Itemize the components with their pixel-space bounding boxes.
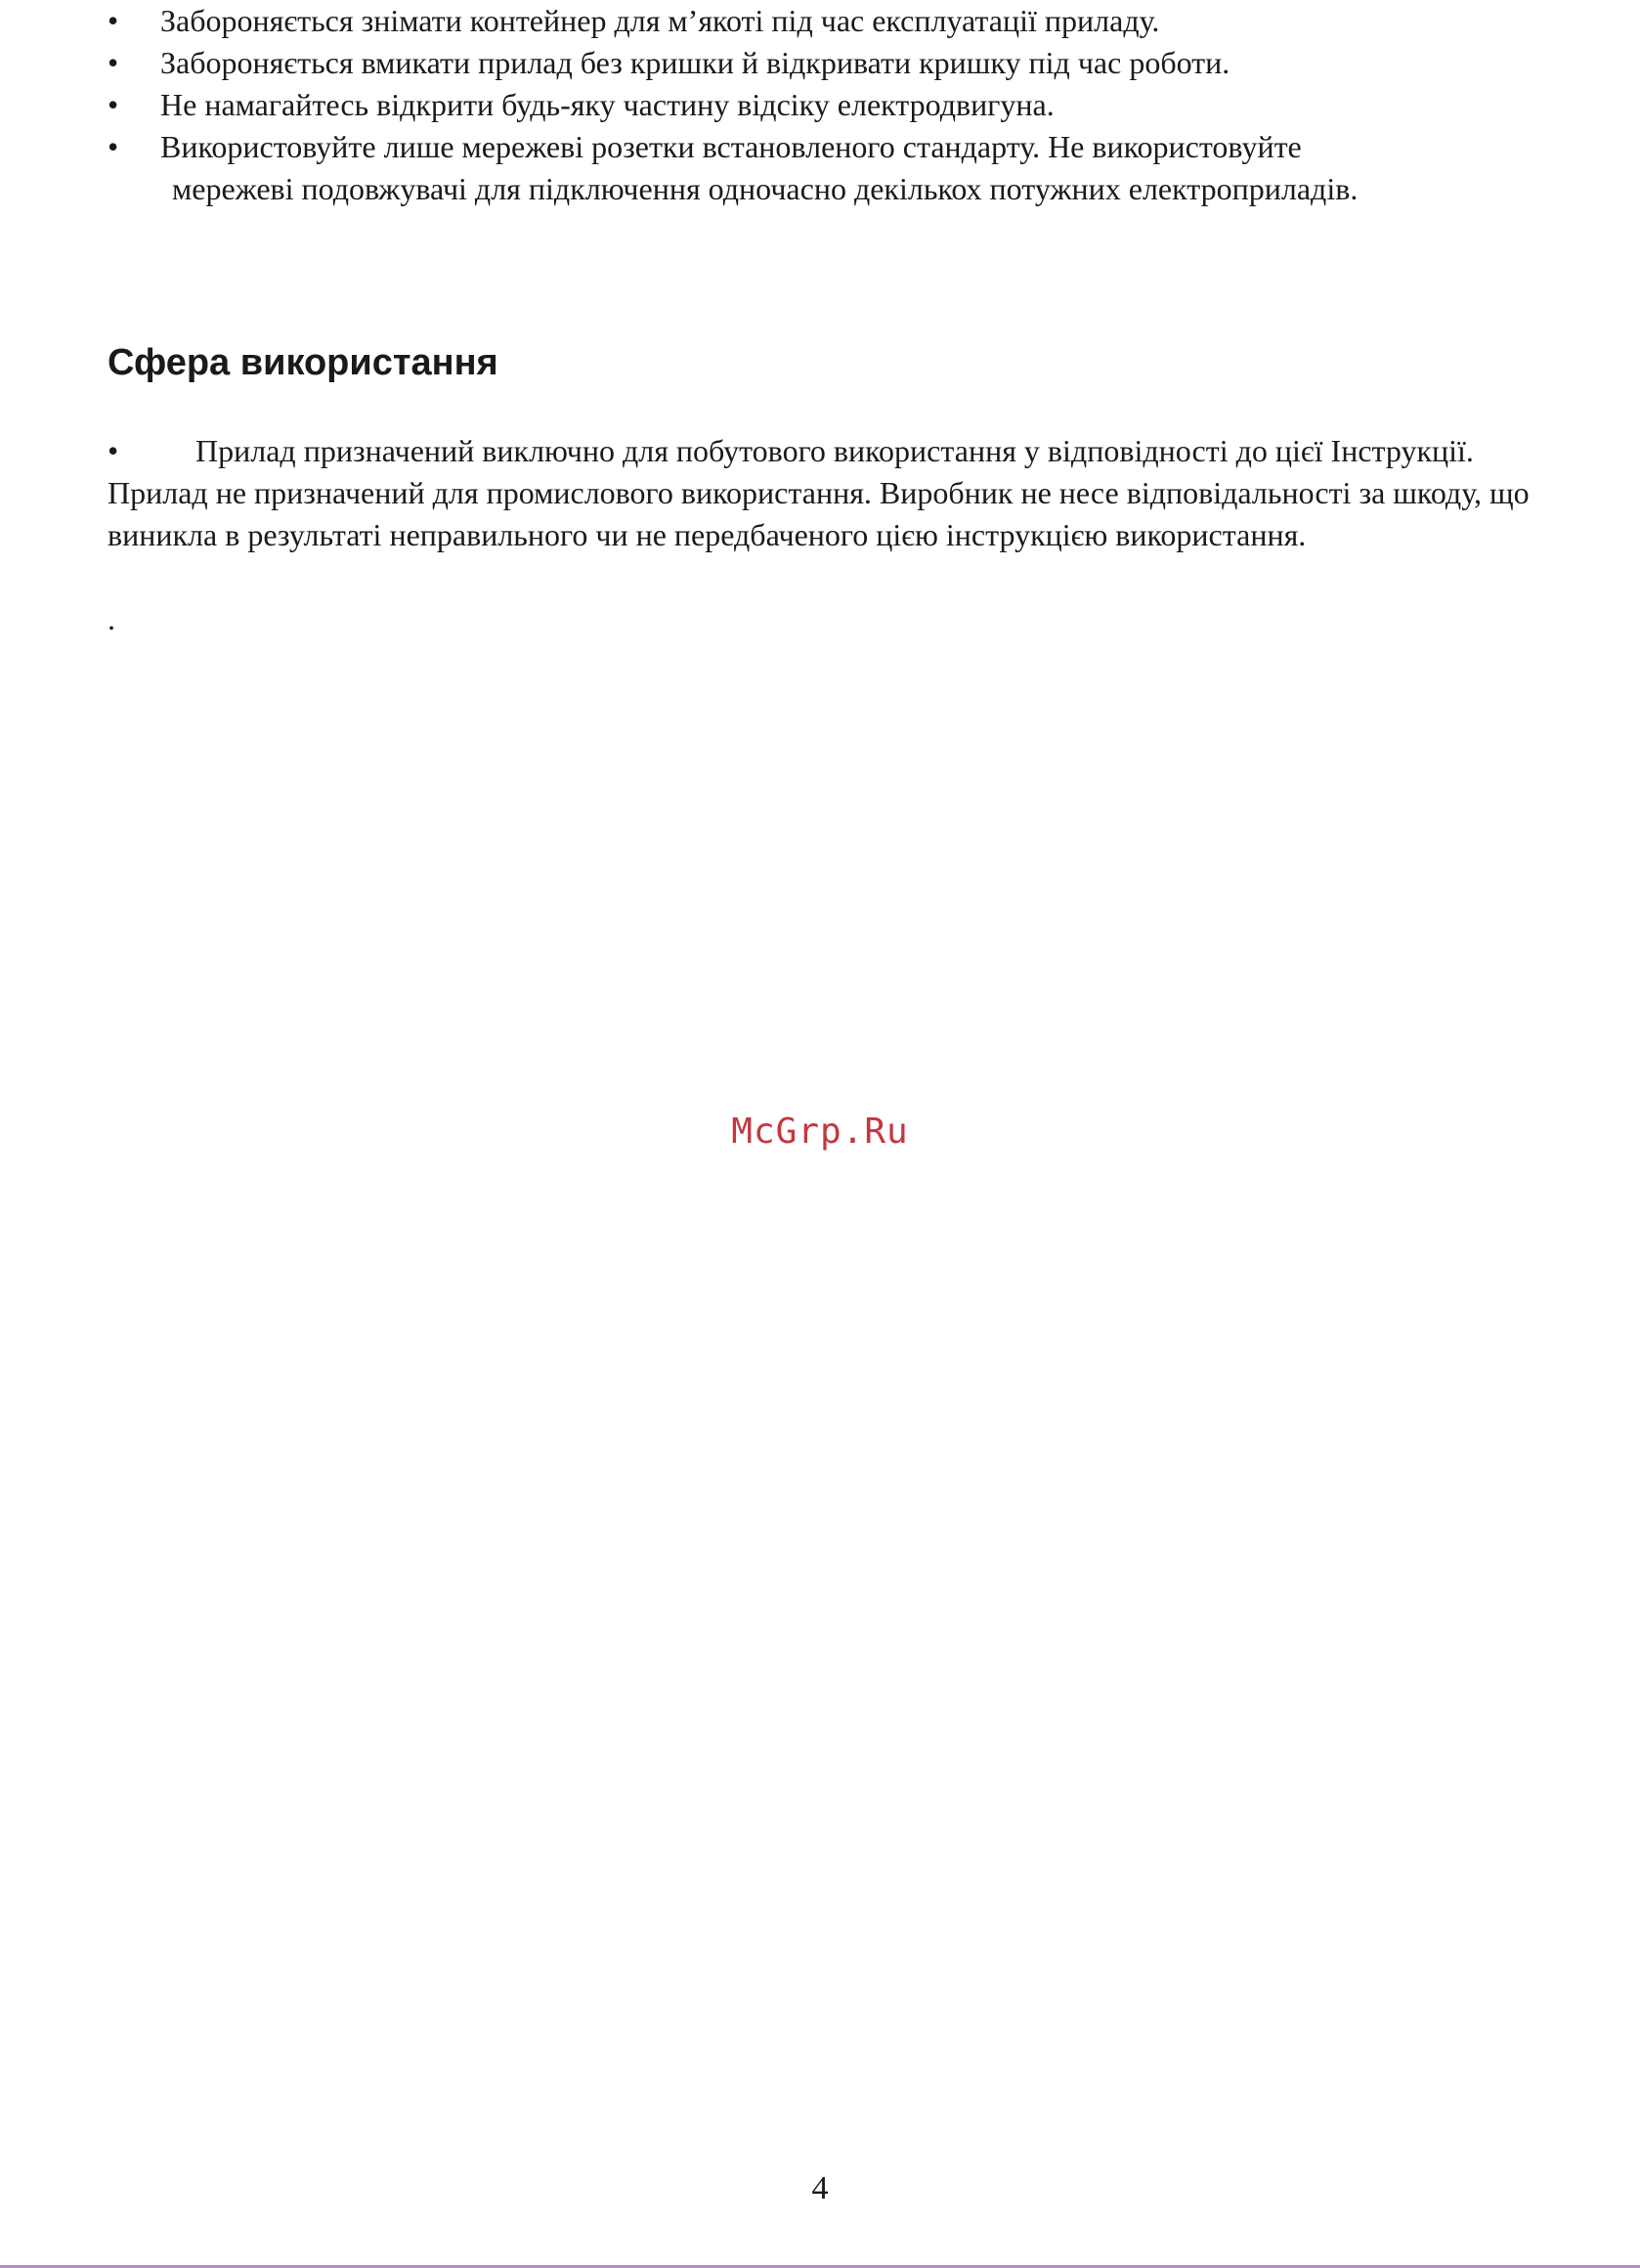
bullet-marker: • xyxy=(108,45,119,80)
bullet-item xyxy=(108,84,1531,126)
trailing-dot: . xyxy=(108,601,115,636)
paragraph-bullet-marker: • xyxy=(108,433,119,468)
bullet-marker: • xyxy=(108,3,119,38)
bullet-item xyxy=(108,0,1531,42)
usage-paragraph xyxy=(108,430,1534,556)
bullet-text-continuation: мережеві подовжувачі для підключення одночасно декількох потужних електроприладів. xyxy=(172,171,1359,206)
bullet-item xyxy=(108,126,1531,210)
bullet-text: Забороняється вмикати прилад без кришки й відкривати кришку під час роботи. xyxy=(160,45,1230,80)
bullet-text: Забороняється знімати контейнер для м’якоті під час експлуатації приладу. xyxy=(160,3,1160,38)
bullet-text: Використовуйте лише мережеві розетки встановленого стандарту. Не використовуйте xyxy=(160,129,1302,164)
safety-bullet-list xyxy=(108,0,1531,210)
paragraph-text: Прилад призначений виключно для побутового використання у відповідності до цієї Інструкції. Прилад не призначений для промислового використання. Виробник не несе відповідальності за шкоду, що виникла в результаті неправильного чи не передбаченого цією інструкцією використання. xyxy=(108,433,1530,552)
bullet-text: Не намагайтесь відкрити будь-яку частину відсіку електродвигуна. xyxy=(160,87,1055,122)
bullet-item xyxy=(108,42,1531,84)
section-title: Сфера використання xyxy=(108,342,498,383)
bullet-marker: • xyxy=(108,87,119,122)
watermark: McGrp.Ru xyxy=(731,1112,909,1152)
page-number: 4 xyxy=(811,2170,829,2206)
bullet-marker: • xyxy=(108,129,119,164)
